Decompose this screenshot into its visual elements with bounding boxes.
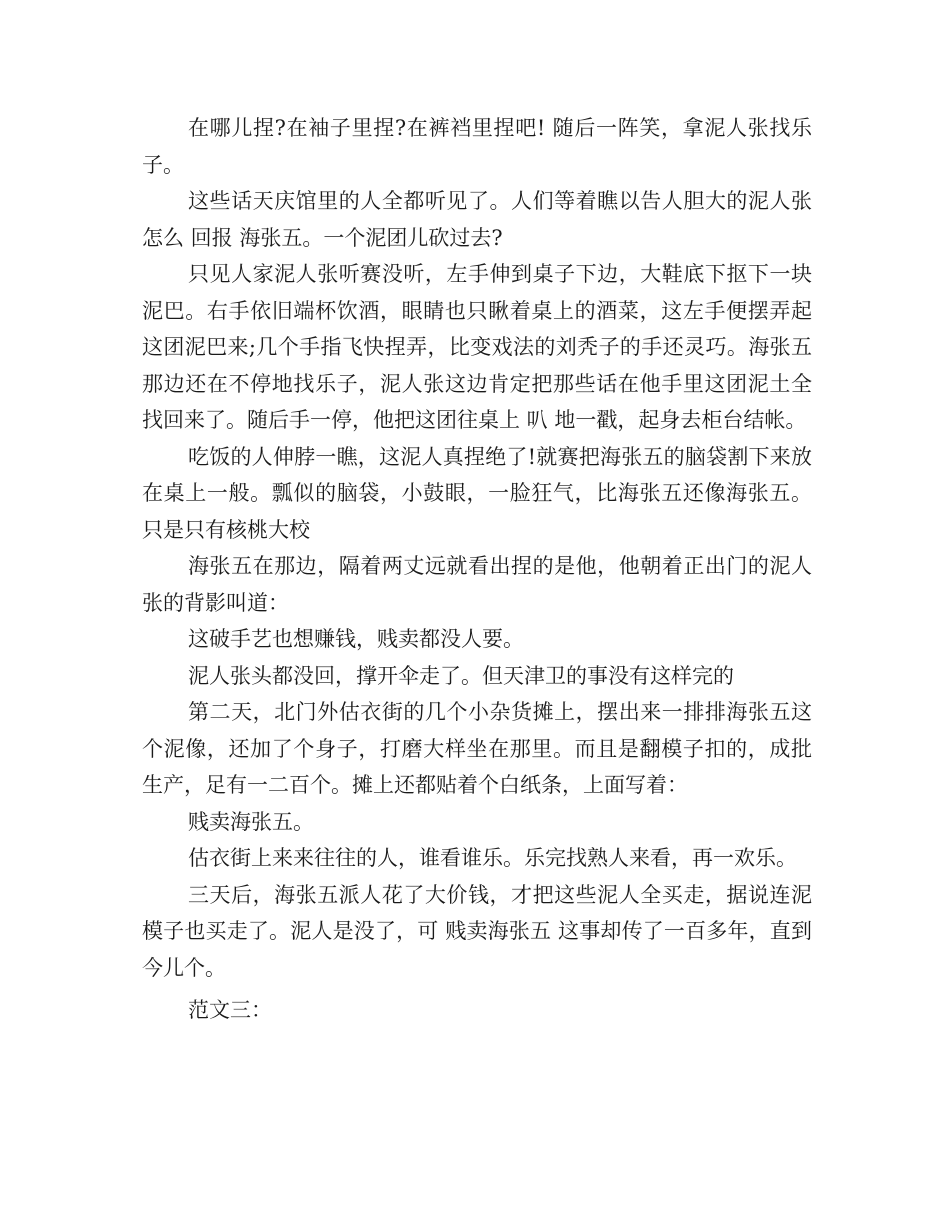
document-page [142, 110, 812, 1029]
paragraph-1: 在哪儿捏?在袖子里捏?在裤裆里捏吧! 随后一阵笑，拿泥人张找乐子。 [142, 116, 812, 177]
paragraph-11: 三天后，海张五派人花了大价钱，才把这些泥人全买走，据说连泥模子也买走了。泥人是没了，可 贱卖海张五 这事却传了一百多年，直到今儿个。 [142, 882, 812, 980]
paragraph-5: 海张五在那边，隔着两丈远就看出捏的是他，他朝着正出门的泥人张的背影叫道： [142, 554, 812, 615]
paragraph-8: 第二天，北门外估衣街的几个小杂货摊上，摆出来一排排海张五这个泥像，还加了个身子，打磨大样坐在那里。而且是翻模子扣的，成批生产，足有一二百个。摊上还都贴着个白纸条，上面写着： [142, 700, 812, 797]
paragraph-7: 泥人张头都没回，撑开伞走了。但天津卫的事没有这样完的 [188, 663, 734, 688]
section-heading: 范文三： [188, 998, 272, 1022]
paragraph-10: 估衣街上来来往往的人，谁看谁乐。乐完找熟人来看，再一欢乐。 [188, 846, 797, 870]
paragraph-2: 这些话天庆馆里的人全都听见了。人们等着瞧以告人胆大的泥人张怎么 回报 海张五。一个泥团儿砍过去? [142, 189, 812, 250]
paragraph-6: 这破手艺也想赚钱，贱卖都没人要。 [188, 627, 524, 651]
paragraph-9: 贱卖海张五。 [188, 809, 314, 834]
paragraph-3: 只见人家泥人张听赛没听，左手伸到桌子下边，大鞋底下抠下一块泥巴。右手依旧端杯饮酒，眼睛也只瞅着桌上的酒菜，这左手便摆弄起这团泥巴来;几个手指飞快捏弄，比变戏法的刘秃子的手还灵巧。海张五那边还在不停地找乐子，泥人张这边肯定把那些话在他手里这团泥土全找回来了。随后手一停，他把这团往桌上 叭 地一戳，起身去柜台结帐。 [142, 262, 812, 432]
paragraph-4: 吃饭的人伸脖一瞧，这泥人真捏绝了!就赛把海张五的脑袋割下来放在桌上一般。瓢似的脑袋，小鼓眼，一脸狂气，比海张五还像海张五。只是只有核桃大校 [142, 444, 812, 542]
